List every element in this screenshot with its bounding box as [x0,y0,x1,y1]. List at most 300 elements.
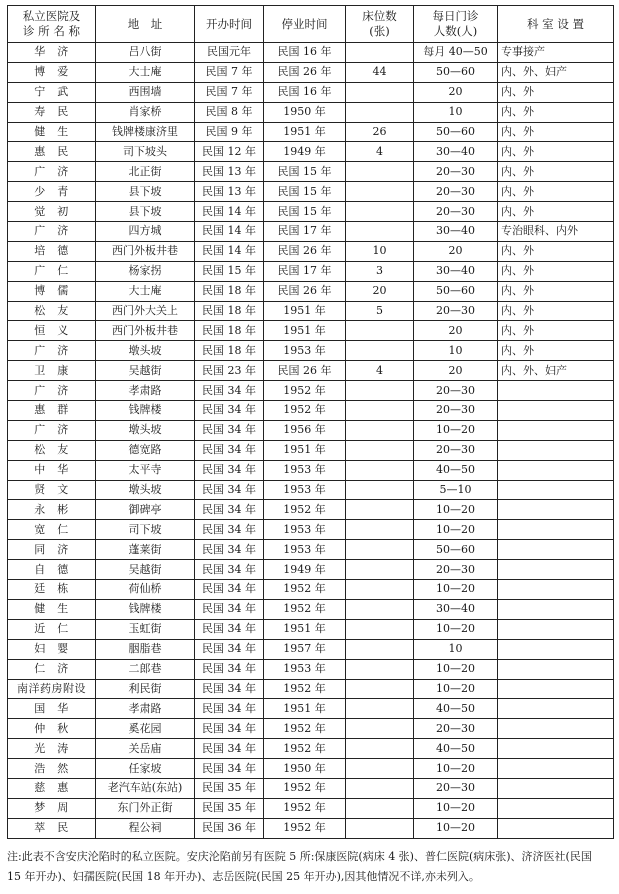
cell-closed: 1953 年 [264,460,346,480]
cell-name: 华 济 [8,43,96,63]
cell-address: 孝肃路 [96,381,195,401]
cell-departments: 内、外 [498,341,614,361]
cell-opened: 民国 34 年 [195,719,264,739]
cell-name: 光 涛 [8,739,96,759]
cell-departments [498,719,614,739]
table-row [8,401,614,421]
cell-daily-visits: 50—60 [414,281,498,301]
cell-closed: 1953 年 [264,341,346,361]
table-row [8,500,614,520]
cell-closed: 1952 年 [264,739,346,759]
table-row [8,281,614,301]
cell-departments [498,818,614,838]
cell-closed: 民国 15 年 [264,162,346,182]
cell-daily-visits: 20—30 [414,381,498,401]
cell-departments [498,639,614,659]
cell-name: 贤 文 [8,480,96,500]
cell-closed: 民国 26 年 [264,361,346,381]
cell-name: 健 生 [8,122,96,142]
table-row [8,619,614,639]
table-row [8,719,614,739]
header-beds: 床位数 (张) [346,6,414,43]
cell-daily-visits: 10—20 [414,818,498,838]
cell-daily-visits: 20—30 [414,719,498,739]
cell-beds [346,202,414,222]
cell-departments [498,401,614,421]
cell-closed: 1953 年 [264,520,346,540]
cell-opened: 民国 18 年 [195,281,264,301]
cell-daily-visits: 10 [414,639,498,659]
cell-opened: 民国 34 年 [195,639,264,659]
cell-opened: 民国 34 年 [195,480,264,500]
cell-address: 老汽车站(东站) [96,778,195,798]
cell-name: 广 济 [8,420,96,440]
cell-opened: 民国 34 年 [195,619,264,639]
cell-name: 廷 栋 [8,580,96,600]
table-row [8,520,614,540]
cell-name: 松 友 [8,301,96,321]
cell-closed: 民国 15 年 [264,202,346,222]
cell-closed: 1952 年 [264,818,346,838]
cell-opened: 民国 18 年 [195,321,264,341]
cell-opened: 民国 12 年 [195,142,264,162]
cell-address: 杨家拐 [96,261,195,281]
cell-address: 东门外正街 [96,798,195,818]
cell-closed: 民国 17 年 [264,222,346,242]
cell-closed: 1949 年 [264,560,346,580]
cell-opened: 民国 34 年 [195,580,264,600]
cell-closed: 1952 年 [264,679,346,699]
cell-address: 西门外大关上 [96,301,195,321]
cell-name: 健 生 [8,599,96,619]
cell-beds [346,420,414,440]
cell-beds [346,659,414,679]
cell-opened: 民国 9 年 [195,122,264,142]
cell-beds [346,778,414,798]
cell-address: 二郎巷 [96,659,195,679]
cell-address: 任家坡 [96,759,195,779]
cell-departments: 内、外 [498,102,614,122]
cell-departments [498,500,614,520]
header-opened: 开办时间 [195,6,264,43]
cell-closed: 1953 年 [264,659,346,679]
cell-beds: 4 [346,361,414,381]
cell-name: 广 济 [8,162,96,182]
cell-daily-visits: 20—30 [414,778,498,798]
cell-departments: 内、外 [498,162,614,182]
cell-daily-visits: 30—40 [414,222,498,242]
cell-closed: 1951 年 [264,699,346,719]
cell-departments [498,381,614,401]
cell-name: 妇 婴 [8,639,96,659]
cell-name: 寿 民 [8,102,96,122]
cell-address: 县下坡 [96,182,195,202]
cell-opened: 民国 15 年 [195,261,264,281]
cell-opened: 民国元年 [195,43,264,63]
cell-daily-visits: 10—20 [414,500,498,520]
cell-beds [346,818,414,838]
cell-closed: 1957 年 [264,639,346,659]
cell-daily-visits: 20—30 [414,560,498,580]
cell-address: 北正街 [96,162,195,182]
table-row [8,778,614,798]
table-row [8,301,614,321]
cell-departments [498,440,614,460]
cell-departments [498,699,614,719]
cell-departments: 内、外 [498,321,614,341]
table-row [8,43,614,63]
private-hospital-table [7,5,614,839]
cell-daily-visits: 10—20 [414,679,498,699]
cell-beds [346,162,414,182]
cell-closed: 1951 年 [264,321,346,341]
table-row [8,639,614,659]
cell-name: 仲 秋 [8,719,96,739]
cell-address: 吴越街 [96,361,195,381]
cell-departments: 专事接产 [498,43,614,63]
cell-daily-visits: 10—20 [414,580,498,600]
cell-beds: 5 [346,301,414,321]
cell-closed: 民国 15 年 [264,182,346,202]
cell-closed: 民国 16 年 [264,82,346,102]
cell-daily-visits: 10—20 [414,798,498,818]
cell-beds: 3 [346,261,414,281]
cell-address: 四方城 [96,222,195,242]
cell-address: 钱牌楼 [96,599,195,619]
cell-beds: 44 [346,62,414,82]
cell-beds [346,401,414,421]
cell-opened: 民国 7 年 [195,62,264,82]
cell-departments [498,560,614,580]
cell-opened: 民国 14 年 [195,241,264,261]
cell-beds [346,440,414,460]
cell-name: 广 仁 [8,261,96,281]
header-closed: 停业时间 [264,6,346,43]
cell-beds [346,222,414,242]
cell-name: 国 华 [8,699,96,719]
cell-opened: 民国 13 年 [195,182,264,202]
cell-opened: 民国 18 年 [195,341,264,361]
table-row [8,261,614,281]
cell-beds [346,599,414,619]
table-row [8,480,614,500]
cell-departments [498,619,614,639]
table-header-row [8,6,614,43]
cell-closed: 1950 年 [264,759,346,779]
cell-opened: 民国 23 年 [195,361,264,381]
cell-opened: 民国 34 年 [195,401,264,421]
cell-address: 西门外板井巷 [96,321,195,341]
table-row [8,759,614,779]
cell-name: 卫 康 [8,361,96,381]
cell-daily-visits: 20—30 [414,162,498,182]
cell-departments: 内、外 [498,281,614,301]
cell-address: 御碑亭 [96,500,195,520]
cell-daily-visits: 20—30 [414,440,498,460]
cell-daily-visits: 20—30 [414,301,498,321]
cell-daily-visits: 20 [414,321,498,341]
cell-daily-visits: 10—20 [414,520,498,540]
cell-closed: 1952 年 [264,798,346,818]
table-row [8,142,614,162]
cell-closed: 1951 年 [264,440,346,460]
cell-name: 自 德 [8,560,96,580]
cell-beds [346,43,414,63]
table-row [8,798,614,818]
cell-departments [498,540,614,560]
cell-address: 德宽路 [96,440,195,460]
cell-address: 司下坡头 [96,142,195,162]
cell-departments [498,778,614,798]
cell-name: 同 济 [8,540,96,560]
table-row [8,321,614,341]
cell-closed: 民国 16 年 [264,43,346,63]
cell-daily-visits: 30—40 [414,261,498,281]
cell-beds [346,460,414,480]
cell-daily-visits: 50—60 [414,62,498,82]
cell-daily-visits: 20—30 [414,182,498,202]
table-row [8,82,614,102]
table-row [8,62,614,82]
cell-daily-visits: 5—10 [414,480,498,500]
cell-closed: 1952 年 [264,599,346,619]
cell-name: 宁 武 [8,82,96,102]
cell-departments: 内、外、妇产 [498,361,614,381]
cell-beds [346,321,414,341]
table-row [8,540,614,560]
cell-opened: 民国 35 年 [195,778,264,798]
cell-beds [346,699,414,719]
cell-closed: 民国 17 年 [264,261,346,281]
cell-beds [346,759,414,779]
cell-closed: 民国 26 年 [264,62,346,82]
table-row [8,102,614,122]
table-row [8,560,614,580]
cell-departments [498,739,614,759]
table-row [8,679,614,699]
cell-departments: 内、外、妇产 [498,62,614,82]
cell-beds [346,679,414,699]
header-daily-visits: 每日门诊 人数(人) [414,6,498,43]
cell-closed: 1952 年 [264,719,346,739]
cell-address: 玉虹街 [96,619,195,639]
table-row [8,460,614,480]
table-row [8,182,614,202]
cell-opened: 民国 36 年 [195,818,264,838]
cell-name: 觉 初 [8,202,96,222]
cell-departments: 内、外 [498,202,614,222]
cell-closed: 1952 年 [264,381,346,401]
cell-beds [346,480,414,500]
cell-opened: 民国 34 年 [195,659,264,679]
cell-address: 蓬莱街 [96,540,195,560]
cell-address: 荷仙桥 [96,580,195,600]
cell-beds [346,739,414,759]
cell-daily-visits: 每月 40—50 [414,43,498,63]
cell-opened: 民国 35 年 [195,798,264,818]
cell-address: 西围墙 [96,82,195,102]
cell-opened: 民国 34 年 [195,540,264,560]
cell-daily-visits: 10—20 [414,759,498,779]
cell-departments: 内、外 [498,82,614,102]
cell-departments [498,599,614,619]
cell-name: 培 德 [8,241,96,261]
header-name: 私立医院及 诊 所 名 称 [8,6,96,43]
cell-closed: 1952 年 [264,401,346,421]
header-departments: 科 室 设 置 [498,6,614,43]
cell-opened: 民国 14 年 [195,202,264,222]
cell-beds [346,580,414,600]
cell-name: 中 华 [8,460,96,480]
cell-beds: 4 [346,142,414,162]
cell-departments: 内、外 [498,241,614,261]
cell-name: 广 济 [8,341,96,361]
cell-closed: 1952 年 [264,580,346,600]
table-row [8,162,614,182]
header-address: 地 址 [96,6,195,43]
cell-beds [346,520,414,540]
table-row [8,202,614,222]
cell-opened: 民国 34 年 [195,460,264,480]
cell-daily-visits: 10—20 [414,659,498,679]
cell-opened: 民国 8 年 [195,102,264,122]
cell-beds [346,82,414,102]
document-page [7,5,613,887]
cell-opened: 民国 34 年 [195,500,264,520]
cell-daily-visits: 40—50 [414,699,498,719]
cell-daily-visits: 30—40 [414,142,498,162]
cell-departments [498,580,614,600]
cell-daily-visits: 20—30 [414,202,498,222]
cell-opened: 民国 34 年 [195,560,264,580]
cell-name: 博 儒 [8,281,96,301]
cell-address: 胭脂巷 [96,639,195,659]
cell-closed: 1951 年 [264,122,346,142]
cell-opened: 民国 7 年 [195,82,264,102]
cell-departments: 内、外 [498,301,614,321]
cell-daily-visits: 50—60 [414,540,498,560]
table-row [8,818,614,838]
cell-beds [346,102,414,122]
cell-closed: 1952 年 [264,500,346,520]
footnote: 注:此表不含安庆沦陷时的私立医院。安庆沦陷前另有医院 5 所:保康医院(病床 4 张)、普仁医院(病床张)、济济医社(民国 15 年开办)、妇孺医院(民国 18 年开办)、志岳医院(民国 25 年开办),因其他情况不详,亦未列入。 [7,849,592,883]
cell-opened: 民国 34 年 [195,420,264,440]
cell-address: 奚花园 [96,719,195,739]
cell-beds [346,182,414,202]
cell-name: 永 彬 [8,500,96,520]
cell-beds [346,798,414,818]
cell-beds [346,639,414,659]
cell-address: 关岳庙 [96,739,195,759]
cell-closed: 1951 年 [264,301,346,321]
cell-address: 西门外板井巷 [96,241,195,261]
cell-opened: 民国 18 年 [195,301,264,321]
cell-name: 少 青 [8,182,96,202]
cell-beds [346,560,414,580]
table-row [8,241,614,261]
cell-daily-visits: 20 [414,361,498,381]
table-row [8,699,614,719]
cell-name: 恒 义 [8,321,96,341]
cell-opened: 民国 34 年 [195,679,264,699]
cell-beds [346,341,414,361]
cell-departments: 内、外 [498,122,614,142]
cell-opened: 民国 34 年 [195,520,264,540]
table-row [8,361,614,381]
cell-departments [498,460,614,480]
cell-address: 孝肃路 [96,699,195,719]
cell-name: 宽 仁 [8,520,96,540]
cell-beds: 20 [346,281,414,301]
cell-departments [498,679,614,699]
cell-address: 墩头坡 [96,420,195,440]
cell-daily-visits: 40—50 [414,460,498,480]
cell-closed: 民国 26 年 [264,281,346,301]
cell-departments [498,480,614,500]
cell-beds [346,719,414,739]
cell-address: 钱牌楼 [96,401,195,421]
cell-address: 墩头坡 [96,341,195,361]
cell-daily-visits: 10—20 [414,420,498,440]
table-row [8,440,614,460]
cell-address: 程公祠 [96,818,195,838]
cell-closed: 1956 年 [264,420,346,440]
cell-opened: 民国 34 年 [195,739,264,759]
cell-address: 大士庵 [96,62,195,82]
cell-name: 博 爱 [8,62,96,82]
cell-departments [498,520,614,540]
cell-departments: 内、外 [498,182,614,202]
cell-departments [498,420,614,440]
cell-beds: 10 [346,241,414,261]
cell-departments: 内、外 [498,142,614,162]
table-row [8,381,614,401]
table-row [8,420,614,440]
cell-beds [346,540,414,560]
cell-opened: 民国 34 年 [195,699,264,719]
cell-daily-visits: 40—50 [414,739,498,759]
cell-name: 慈 惠 [8,778,96,798]
cell-closed: 1949 年 [264,142,346,162]
cell-beds [346,619,414,639]
cell-closed: 1950 年 [264,102,346,122]
table-row [8,222,614,242]
cell-opened: 民国 13 年 [195,162,264,182]
cell-daily-visits: 20—30 [414,401,498,421]
cell-opened: 民国 34 年 [195,759,264,779]
cell-beds [346,500,414,520]
cell-opened: 民国 34 年 [195,381,264,401]
cell-closed: 1952 年 [264,778,346,798]
cell-opened: 民国 34 年 [195,440,264,460]
table-row [8,739,614,759]
cell-name: 萃 民 [8,818,96,838]
table-row [8,341,614,361]
cell-daily-visits: 10 [414,341,498,361]
cell-departments [498,659,614,679]
cell-address: 太平寺 [96,460,195,480]
cell-name: 惠 群 [8,401,96,421]
cell-departments [498,798,614,818]
table-row [8,659,614,679]
cell-name: 浩 然 [8,759,96,779]
cell-opened: 民国 34 年 [195,599,264,619]
cell-closed: 1953 年 [264,540,346,560]
cell-departments: 内、外 [498,261,614,281]
cell-departments: 专治眼科、内外 [498,222,614,242]
cell-name: 梦 周 [8,798,96,818]
cell-beds: 26 [346,122,414,142]
